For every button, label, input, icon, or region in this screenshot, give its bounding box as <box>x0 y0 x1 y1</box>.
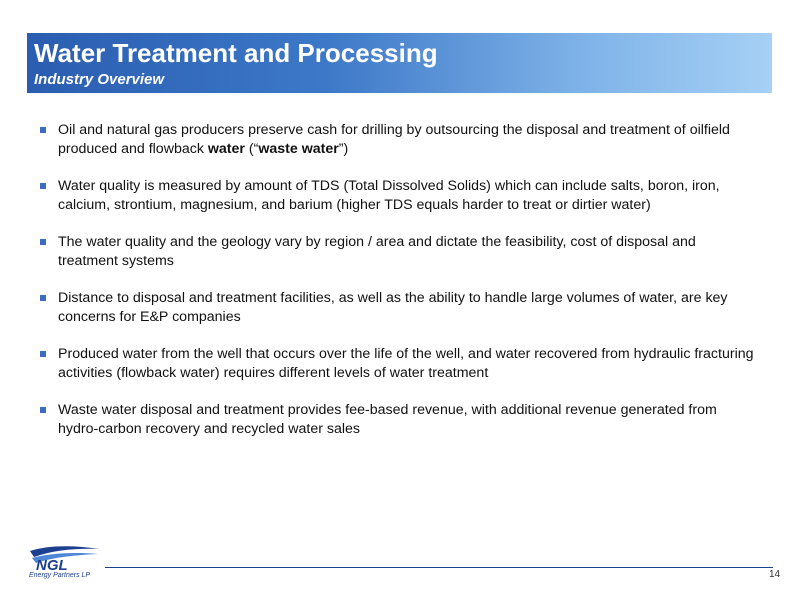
bullet-list <box>38 121 758 457</box>
square-bullet-icon <box>40 183 46 189</box>
bullet-text-part: (“ <box>244 141 259 157</box>
bullet-text: Produced water from the well that occurs over the life of the well, and water recovered from hydraulic fracturing activities (flowback water) requires different levels of water treatment <box>58 346 754 381</box>
bullet-bold-text: water <box>207 141 245 157</box>
square-bullet-icon <box>40 407 46 413</box>
square-bullet-icon <box>40 295 46 301</box>
bullet-item <box>38 177 758 215</box>
bullet-item <box>38 345 758 383</box>
logo-wordmark: NGL <box>36 557 68 574</box>
square-bullet-icon <box>40 127 46 133</box>
company-logo <box>28 545 103 585</box>
page-subtitle: Industry Overview <box>34 71 165 88</box>
bullet-item <box>38 233 758 271</box>
bullet-text-part: Oil and natural gas producers preserve cash for drilling by outsourcing the disposal and treatment of oilfield produced and flowback <box>58 122 730 157</box>
bullet-item <box>38 121 758 159</box>
bullet-text-part: ”) <box>338 141 349 157</box>
bullet-text: Distance to disposal and treatment facilities, as well as the ability to handle large volumes of water, are key concerns for E&P companies <box>58 290 728 325</box>
page-number: 14 <box>769 569 781 580</box>
bullet-item <box>38 401 758 439</box>
bullet-item <box>38 289 758 327</box>
bullet-bold-text: waste water <box>258 141 339 157</box>
bullet-text: The water quality and the geology vary by region / area and dictate the feasibility, cost of disposal and treatment systems <box>58 234 696 269</box>
page-title: Water Treatment and Processing <box>34 38 438 68</box>
bullet-text: Water quality is measured by amount of TDS (Total Dissolved Solids) which can include salts, boron, iron, calcium, strontium, magnesium, and barium (higher TDS equals harder to treat or dirtier water) <box>58 178 720 213</box>
title-banner <box>27 33 772 93</box>
square-bullet-icon <box>40 351 46 357</box>
bullet-text: Waste water disposal and treatment provides fee-based revenue, with additional revenue generated from hydro-carbon recovery and recycled water sales <box>58 402 717 437</box>
logo-tagline: Energy Partners LP <box>29 572 91 579</box>
square-bullet-icon <box>40 239 46 245</box>
footer-divider <box>105 567 773 568</box>
